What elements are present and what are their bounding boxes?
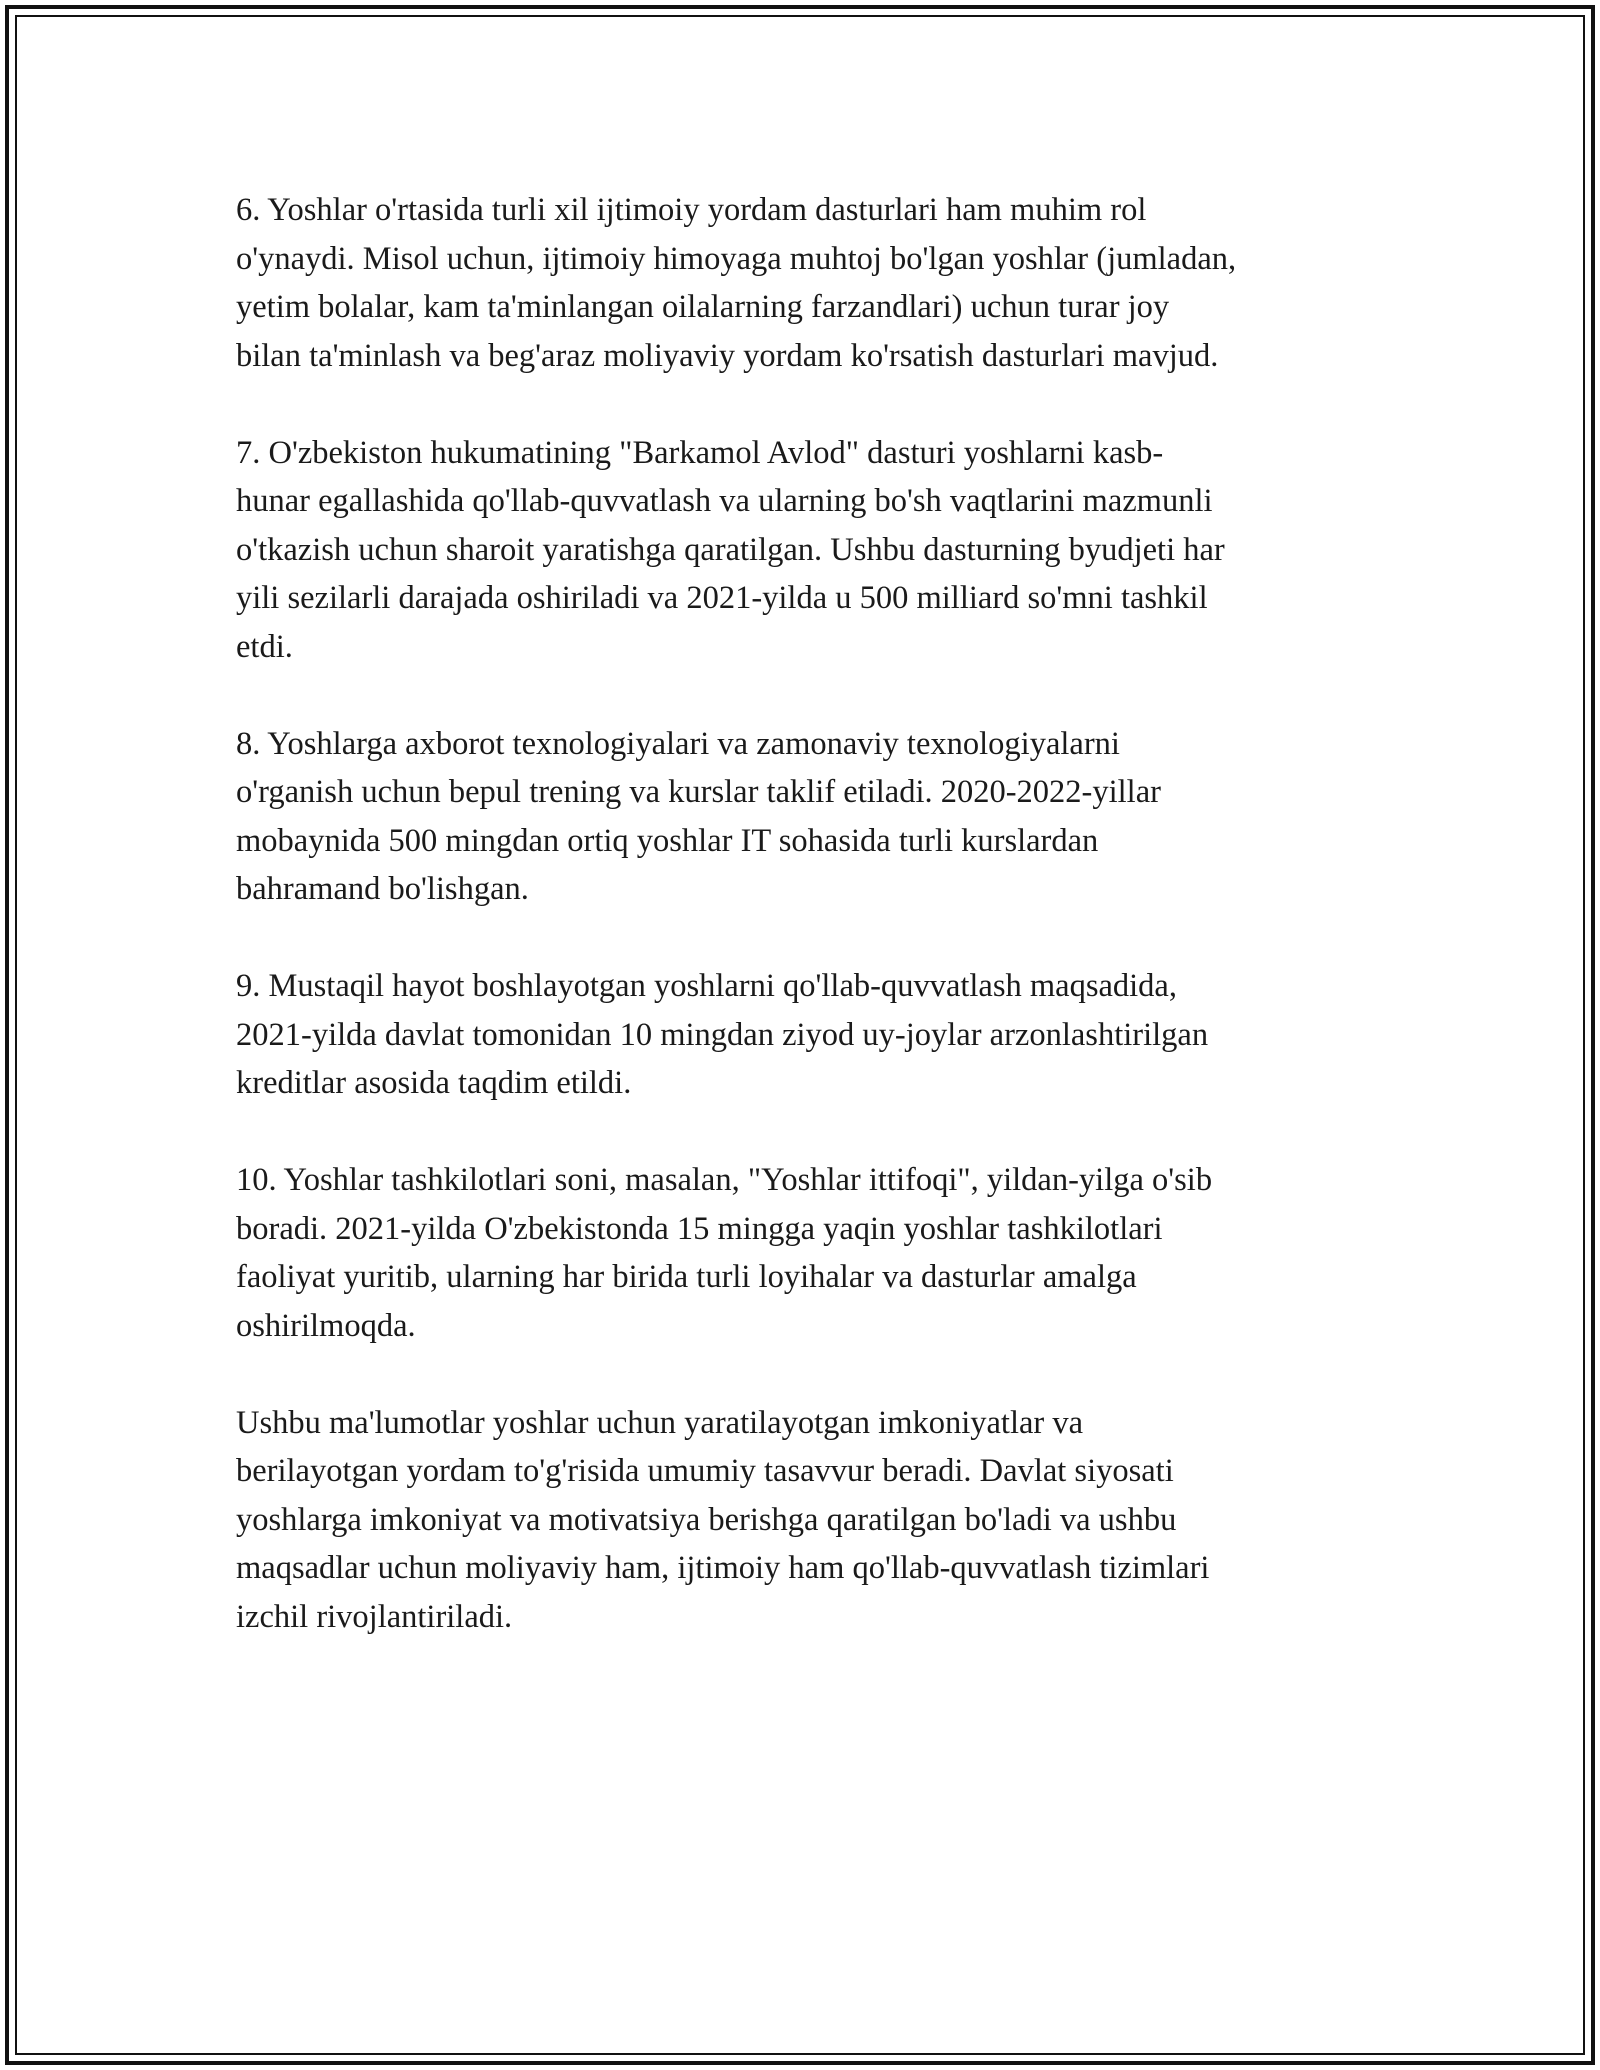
paragraph-item-8: 8. Yoshlarga axborot texnologiyalari va zamonaviy texnologiyalarni o'rganish uchun bepul trening va kurslar taklif etiladi. 2020-2022-yillar mobaynida 500 mingdan ortiq yoshlar IT sohasida turli kurslardan bahramand bo'lishgan. [236,725,1161,907]
paragraph-item-10: 10. Yoshlar tashkilotlari soni, masalan, "Yoshlar ittifoqi", yildan-yilga o'sib boradi. 2021-yilda O'zbekistonda 15 mingga yaqin yoshlar tashkilotlari faoliyat yuritib, ularning har birida turli loyihalar va dasturlar amalga oshirilmoqda. [236,1162,1213,1344]
document-body [236,186,1386,1690]
paragraph-conclusion: Ushbu ma'lumotlar yoshlar uchun yaratilayotgan imkoniyatlar va berilayotgan yordam to'g'risida umumiy tasavvur beradi. Davlat siyosati yoshlarga imkoniyat va motivatsiya berishga qaratilgan bo'ladi va ushbu maqsadlar uchun moliyaviy ham, ijtimoiy ham qo'llab-quvvatlash tizimlari izchil rivojlantiriladi. [236,1404,1210,1635]
paragraph-item-7: 7. O'zbekiston hukumatining "Barkamol Avlod" dasturi yoshlarni kasb- hunar egallashida qo'llab-quvvatlash va ularning bo'sh vaqtlarini mazmunli o'tkazish uchun sharoit yaratishga qaratilgan. Ushbu dasturning byudjeti har yili sezilarli darajada oshiriladi va 2021-yilda u 500 milliard so'mni tashkil etdi. [236,434,1225,665]
paragraph-item-6: 6. Yoshlar o'rtasida turli xil ijtimoiy yordam dasturlari ham muhim rol o'ynaydi. Misol uchun, ijtimoiy himoyaga muhtoj bo'lgan yoshlar (jumladan, yetim bolalar, kam ta'minlangan oilalarning farzandlari) uchun turar joy bilan ta'minlash va beg'araz moliyaviy yordam ko'rsatish dasturlari mavjud. [236,192,1237,374]
paragraph-item-9: 9. Mustaqil hayot boshlayotgan yoshlarni qo'llab-quvvatlash maqsadida, 2021-yilda davlat tomonidan 10 mingdan ziyod uy-joylar arzonlashtirilgan kreditlar asosida taqdim etildi. [236,968,1209,1101]
